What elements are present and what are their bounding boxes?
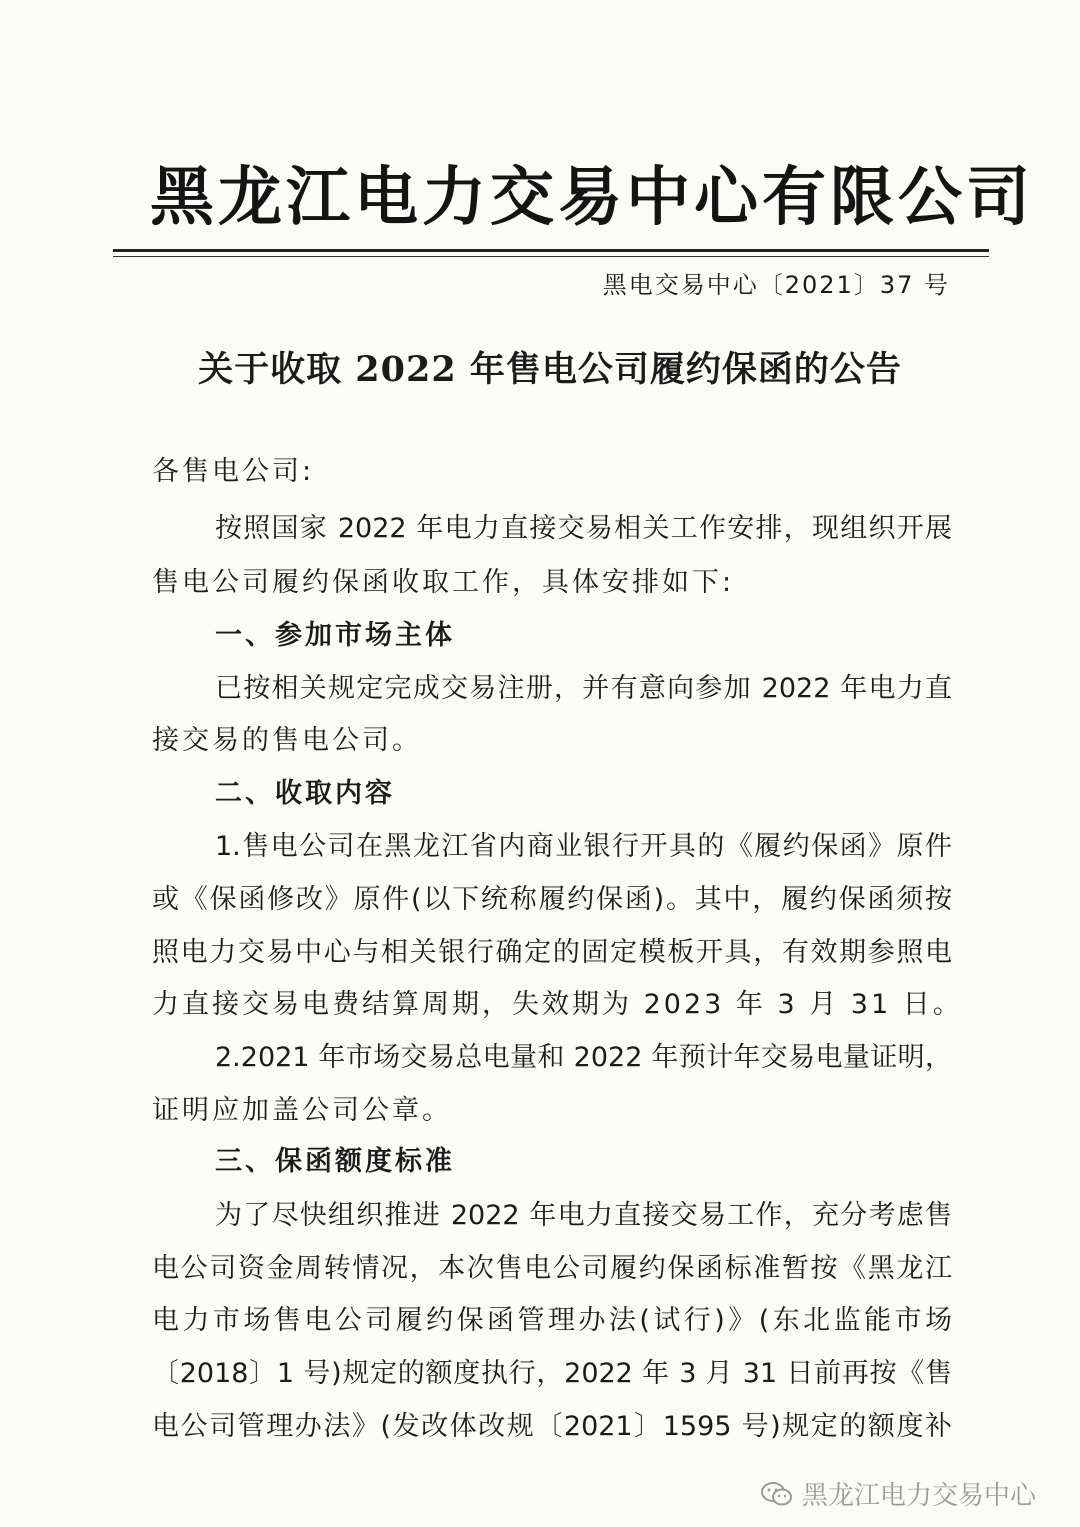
body-line: 电公司管理办法》(发改体改规〔2021〕1595 号)规定的额度补 <box>152 1411 952 1442</box>
wechat-icon <box>760 1480 794 1508</box>
body-line: 电公司资金周转情况，本次售电公司履约保函标准暂按《黑龙江 <box>152 1253 952 1284</box>
section-heading: 三、保函额度标准 <box>215 1146 455 1177</box>
body-line: 1.售电公司在黑龙江省内商业银行开具的《履约保函》原件 <box>215 831 952 862</box>
watermark-text: 黑龙江电力交易中心 <box>802 1481 1037 1511</box>
body-line: 力直接交易电费结算周期，失效期为 2023 年 3 月 31 日。 <box>152 989 963 1020</box>
body-line: 电力市场售电公司履约保函管理办法(试行)》(东北监能市场 <box>152 1305 952 1336</box>
org-header-title: 黑龙江电力交易中心有限公司 <box>150 160 1034 235</box>
body-line: 接交易的售电公司。 <box>152 725 422 756</box>
body-line: 已按相关规定完成交易注册，并有意向参加 2022 年电力直 <box>215 673 952 704</box>
body-line: 证明应加盖公司公章。 <box>152 1095 452 1126</box>
notice-title: 关于收取 2022 年售电公司履约保函的公告 <box>198 349 902 390</box>
body-line: 为了尽快组织推进 2022 年电力直接交易工作，充分考虑售 <box>215 1200 952 1231</box>
section-heading: 一、参加市场主体 <box>215 620 455 651</box>
section-heading: 二、收取内容 <box>215 778 395 809</box>
body-line: 按照国家 2022 年电力直接交易相关工作安排，现组织开展 <box>215 513 952 544</box>
body-line: 2.2021 年市场交易总电量和 2022 年预计年交易电量证明， <box>215 1042 952 1073</box>
body-line: 〔2018〕1 号)规定的额度执行，2022 年 3 月 31 日前再按《售 <box>152 1358 952 1389</box>
body-line: 或《保函修改》原件(以下统称履约保函)。其中，履约保函须按 <box>152 884 952 915</box>
header-divider-thin <box>113 256 989 257</box>
document-number: 黑电交易中心〔2021〕37 号 <box>602 271 950 299</box>
salutation: 各售电公司: <box>152 456 315 487</box>
wechat-watermark <box>760 1475 1036 1512</box>
body-line: 售电公司履约保函收取工作，具体安排如下: <box>152 567 735 598</box>
header-divider-thick <box>113 249 989 252</box>
body-line: 照电力交易中心与相关银行确定的固定模板开具，有效期参照电 <box>152 937 952 968</box>
